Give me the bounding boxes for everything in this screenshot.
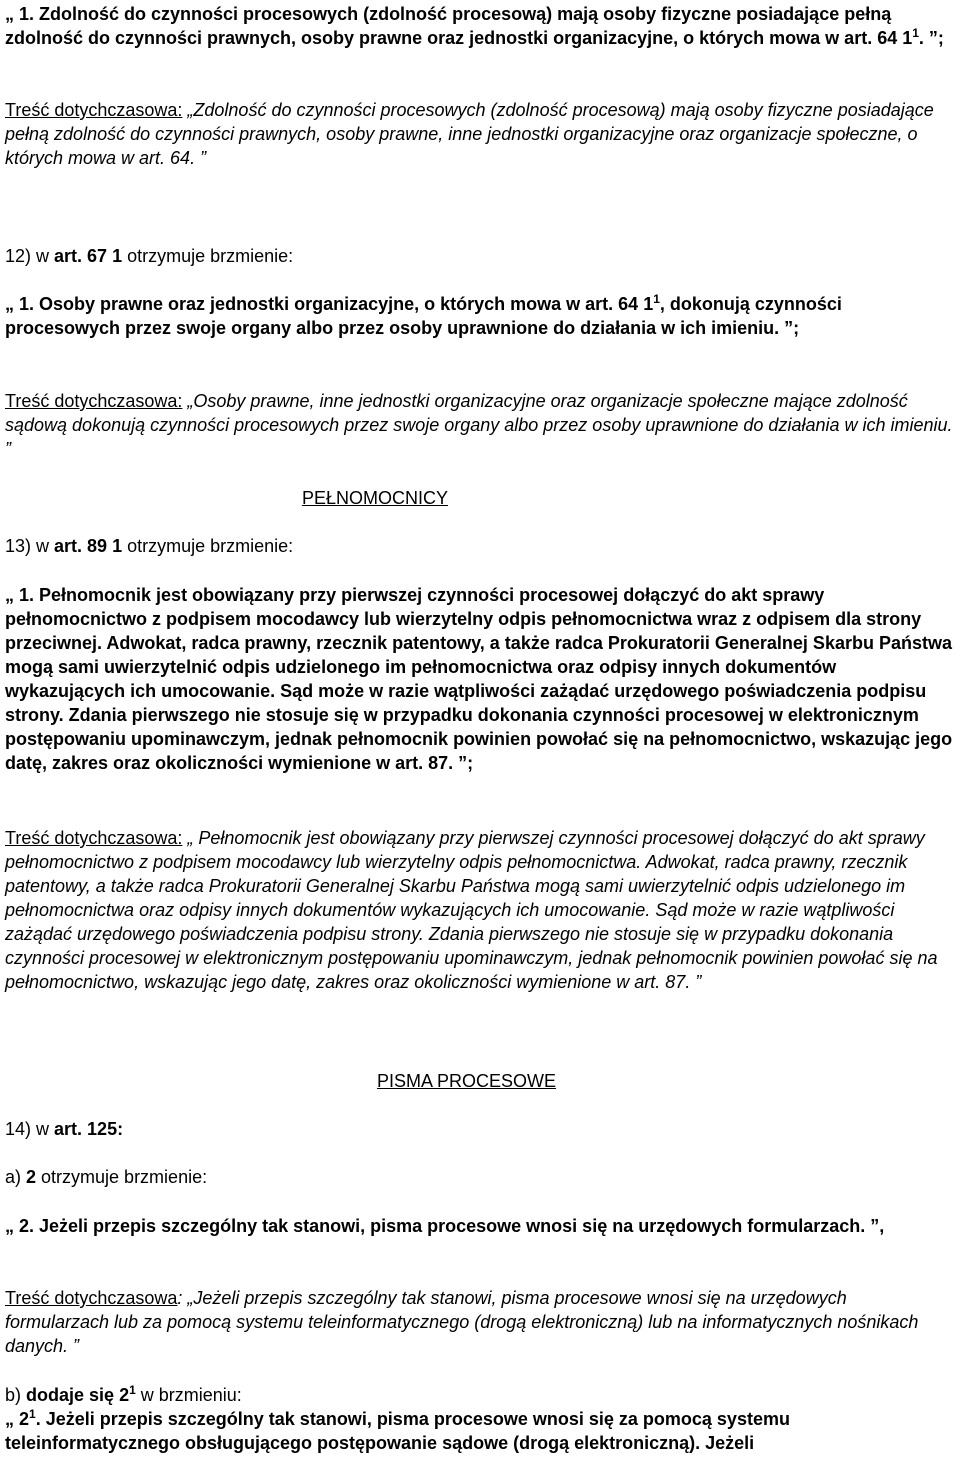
paragraph-end: , dokonują czynności procesowych przez swoje organy albo przez osoby uprawnione do działania w ich imieniu. ”; (5, 294, 842, 338)
previous-text-label: Treść dotychczasowa: (5, 828, 183, 848)
open-quote: „ (5, 294, 14, 314)
amended-paragraph-5 (5, 1407, 955, 1455)
previous-text-label: Treść dotychczasowa: (5, 391, 183, 411)
previous-text-paragraph-2 (5, 389, 955, 461)
open-quote: „ (5, 1216, 14, 1236)
section-heading-pelnomocnicy: PEŁNOMOCNICY (302, 488, 449, 508)
subitem-letter: b) (5, 1385, 27, 1405)
paragraph-text: 2. Jeżeli przepis szczególny tak stanowi, pisma procesowe wnosi się na urzędowych formularzach. ”, (14, 1216, 885, 1236)
section-number: 1 (112, 246, 123, 266)
paragraph-text: . Jeżeli przepis szczególny tak stanowi, pisma procesowe wnosi się za pomocą systemu teleinformatycznego obsługującego postępowanie sądowe (drogą elektroniczną). Jeżeli (5, 1409, 790, 1453)
amended-paragraph-4 (5, 1214, 955, 1238)
item-number: 13) w (5, 536, 55, 556)
previous-text-label: Treść dotychczasowa: (5, 100, 183, 120)
amendment-item-14 (5, 1117, 955, 1141)
paragraph-text: 1. Pełnomocnik jest obowiązany przy pierwszej czynności procesowej dołączyć do akt sprawy pełnomocnictwo z podpisem mocodawcy lub wierzytelny odpis pełnomocnictwa wraz z odpisem dla strony przeciwnej. Adwokat, radca prawny, rzecznik patentowy, a także radca Prokuratorii Generalnej Skarbu Państwa mogą sami uwierzytelnić odpis udzielonego im pełnomocnictwa oraz odpisy innych dokumentów wykazujących ich umocowanie. Sąd może w razie wątpliwości zażądać urzędowego poświadczenia podpisu strony. Zdania pierwszego nie stosuje się w przypadku dokonania czynności procesowej w elektronicznym postępowaniu upominawczym, jednak pełnomocnik powinien powołać się na pełnomocnictwo, wskazując jego datę, zakres oraz okoliczności wymienione w art. 87. ”; (5, 585, 953, 773)
previous-text: „ Pełnomocnik jest obowiązany przy pierwszej czynności procesowej dołączyć do akt sprawy pełnomocnictwo z podpisem mocodawcy lub wierzytelny odpis pełnomocnictwa. Adwokat, radca prawny, rzecznik patentowy, a także radca Prokuratorii Generalnej Skarbu Państwa mogą sami uwierzytelnić odpis udzielonego im pełnomocnictwa oraz odpisy innych dokumentów wykazujących ich umocowanie. Sąd może w razie wątpliwości zażądać urzędowego poświadczenia podpisu strony. Zdania pierwszego nie stosuje się w przypadku dokonania czynności procesowej w elektronicznym postępowaniu upominawczym, jednak pełnomocnik powinien powołać się na pełnomocnictwo, wskazując jego datę, zakres oraz okoliczności wymienione w art. 87. ” (5, 828, 938, 992)
previous-text-label: Treść dotychczasowa (5, 1288, 178, 1308)
open-quote: „ (5, 585, 14, 605)
item-instruction: otrzymuje brzmienie: (122, 536, 294, 556)
section-number: 1 (902, 28, 913, 48)
amended-paragraph-2 (5, 292, 955, 340)
paragraph-text: 1. Osoby prawne oraz jednostki organizacyjne, o których mowa w art. 64 (14, 294, 644, 314)
amended-paragraph-1 (5, 2, 955, 50)
item-instruction: otrzymuje brzmienie: (36, 1167, 208, 1187)
section-number: 1 (112, 536, 123, 556)
article-reference: art. 67 (54, 246, 108, 266)
item-instruction: w brzmieniu: (135, 1385, 242, 1405)
previous-text-paragraph-1 (5, 98, 955, 170)
article-reference: art. 125: (54, 1119, 124, 1139)
item-instruction-bold: dodaje się (26, 1385, 115, 1405)
section-number: 2 (26, 1167, 37, 1187)
amended-paragraph-3 (5, 583, 955, 775)
section-number: 2 (119, 1385, 130, 1405)
paragraph-text: 1. Zdolność do czynności procesowych (zdolność procesową) mają osoby fizyczne posiadające pełną zdolność do czynności prawnych, osoby prawne oraz jednostki organizacyjne, o których mowa w art. 64 (5, 4, 903, 48)
superscript: 1 (653, 292, 660, 306)
open-quote: „ (5, 1409, 14, 1429)
item-instruction: otrzymuje brzmienie: (122, 246, 294, 266)
section-heading-pisma-procesowe: PISMA PROCESOWE (377, 1071, 557, 1091)
amendment-item-13 (5, 534, 955, 558)
previous-text-paragraph-3 (5, 826, 955, 994)
section-number: 2 (14, 1409, 30, 1429)
superscript: 1 (129, 1383, 136, 1397)
previous-text: : „Jeżeli przepis szczególny tak stanowi, pisma procesowe wnosi się na urzędowych formularzach lub za pomocą systemu teleinformatycznego (drogą elektroniczną) lub na informatycznych nośnikach danych. ” (5, 1288, 919, 1356)
section-number: 1 (643, 294, 654, 314)
article-reference: art. 89 (54, 536, 108, 556)
amendment-item-12 (5, 244, 955, 268)
amendment-subitem-a (5, 1165, 955, 1189)
previous-text: „Osoby prawne, inne jednostki organizacyjne oraz organizacje społeczne mające zdolność sądową dokonują czynności procesowych przez swoje organy albo przez osoby uprawnione do działania w ich imieniu. ” (5, 391, 953, 459)
open-quote: „ (5, 4, 14, 24)
previous-text-paragraph-4 (5, 1286, 955, 1358)
item-number: 12) w (5, 246, 55, 266)
amendment-subitem-b (5, 1383, 955, 1407)
previous-text: „Zdolność do czynności procesowych (zdolność procesową) mają osoby fizyczne posiadające pełną zdolność do czynności prawnych, osoby prawne, inne jednostki organizacyjne oraz organizacje społeczne, o których mowa w art. 64. ” (5, 100, 934, 168)
superscript: 1 (29, 1407, 36, 1421)
superscript: 1 (912, 26, 919, 40)
item-number: 14) w (5, 1119, 55, 1139)
paragraph-end: . ”; (918, 28, 944, 48)
subitem-letter: a) (5, 1167, 27, 1187)
